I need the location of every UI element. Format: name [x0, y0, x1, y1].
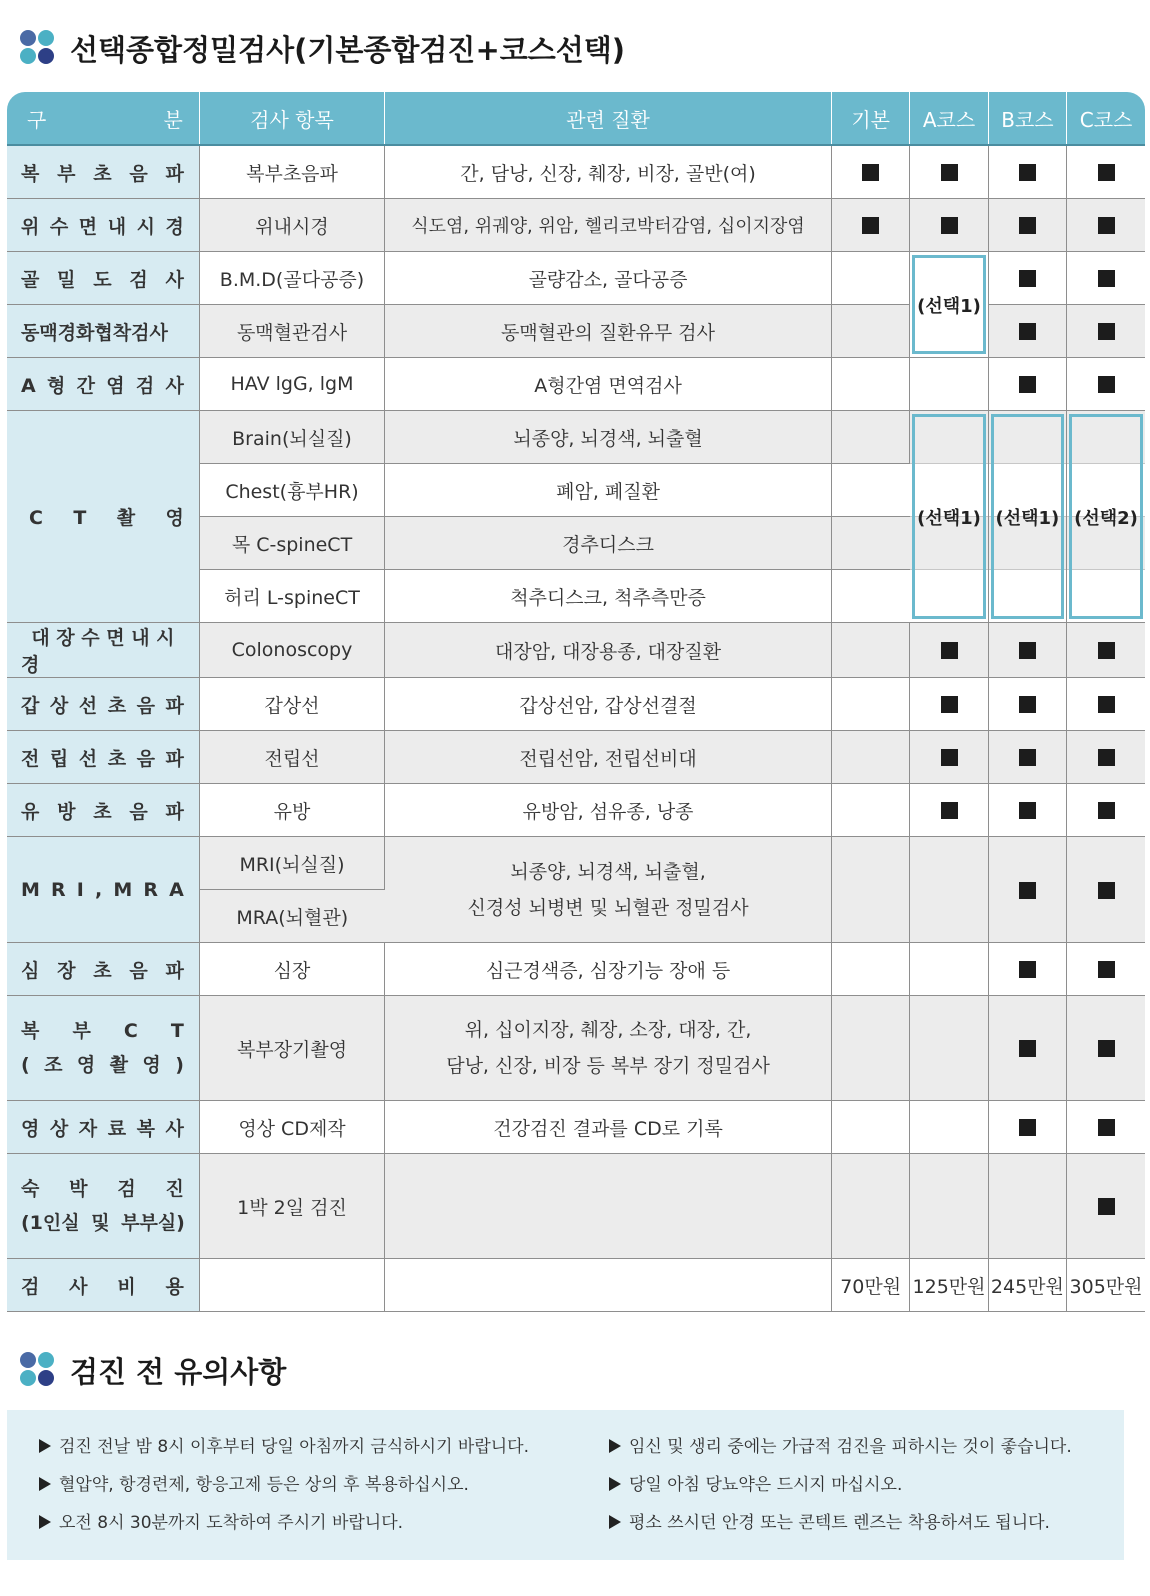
row-disease: 폐암, 폐질환	[385, 464, 832, 517]
row-disease: 경추디스크	[385, 517, 832, 570]
row-category: M R I , M R A	[7, 837, 199, 943]
check-mark	[1019, 696, 1036, 713]
row-category: A 형 간 염 검 사	[7, 358, 199, 411]
table-row	[7, 252, 1145, 305]
row-category-line1: 숙 박 검 진	[21, 1178, 185, 1200]
row-item: 1박 2일 검진	[199, 1154, 384, 1259]
col-basic: 기본	[831, 92, 909, 145]
row-disease: 척추디스크, 척추측만증	[385, 570, 832, 623]
row-disease	[385, 837, 832, 943]
row-category: C T 촬 영	[7, 411, 199, 623]
row-disease: 심근경색증, 심장기능 장애 등	[385, 943, 832, 996]
row-item: MRI(뇌실질)	[199, 837, 384, 890]
check-mark	[1019, 1119, 1036, 1136]
select-box-a-ct: (선택1)	[910, 411, 988, 623]
row-item: Colonoscopy	[199, 623, 384, 678]
row-item: 허리 L-spineCT	[199, 570, 384, 623]
row-disease	[385, 996, 832, 1101]
triangle-bullet-icon	[609, 1439, 621, 1453]
check-mark	[1098, 1040, 1115, 1057]
check-mark	[941, 217, 958, 234]
list-item: 검진 전날 밤 8시 이후부터 당일 아침까지 금식하시기 바랍니다.	[39, 1432, 529, 1470]
price-course-b: 245만원	[988, 1259, 1066, 1312]
row-item: 전립선	[199, 731, 384, 784]
row-disease: 뇌종양, 뇌경색, 뇌출혈	[385, 411, 832, 464]
check-mark	[862, 217, 879, 234]
col-category: 구 분	[7, 92, 199, 145]
row-category: 유 방 초 음 파	[7, 784, 199, 837]
row-disease: 갑상선암, 갑상선결절	[385, 678, 832, 731]
table-row	[7, 411, 1145, 464]
check-mark	[1098, 323, 1115, 340]
check-mark	[1098, 217, 1115, 234]
dots-icon	[20, 1352, 56, 1388]
check-mark	[1098, 1198, 1115, 1215]
triangle-bullet-icon	[609, 1477, 621, 1491]
row-category-line2: ( 조 영 촬 영 )	[21, 1054, 185, 1076]
check-mark	[1098, 270, 1115, 287]
table-row	[7, 199, 1145, 252]
row-disease-line2: 신경성 뇌병변 및 뇌혈관 정밀검사	[467, 896, 749, 919]
row-item: 동맥혈관검사	[199, 305, 384, 358]
check-mark	[1019, 1040, 1036, 1057]
row-item: 위내시경	[199, 199, 384, 252]
row-item: HAV lgG, lgM	[199, 358, 384, 411]
table-row	[7, 837, 1145, 890]
check-mark	[941, 642, 958, 659]
row-disease: 전립선암, 전립선비대	[385, 731, 832, 784]
price-basic: 70만원	[831, 1259, 909, 1312]
row-item: 복부장기촬영	[199, 996, 384, 1101]
row-disease-line1: 뇌종양, 뇌경색, 뇌출혈,	[510, 860, 706, 883]
row-item: 심장	[199, 943, 384, 996]
row-category: 검 사 비 용	[7, 1259, 199, 1312]
row-category	[7, 996, 199, 1101]
table-header	[7, 92, 1145, 145]
check-mark	[941, 749, 958, 766]
col-course-c: C코스	[1067, 92, 1145, 145]
col-course-a: A코스	[910, 92, 988, 145]
col-disease: 관련 질환	[385, 92, 832, 145]
row-category-line1: 복 부 C T	[21, 1020, 185, 1042]
check-mark	[1019, 270, 1036, 287]
table-row	[7, 731, 1145, 784]
row-disease: 골량감소, 골다공증	[385, 252, 832, 305]
table-row	[7, 784, 1145, 837]
list-item: 평소 쓰시던 안경 또는 콘텍트 렌즈는 착용하셔도 됩니다.	[609, 1508, 1072, 1546]
list-item: 혈압약, 항경련제, 항응고제 등은 상의 후 복용하십시오.	[39, 1470, 529, 1508]
row-disease: 유방암, 섬유종, 낭종	[385, 784, 832, 837]
table-row	[7, 1154, 1145, 1259]
dots-icon	[20, 30, 56, 66]
price-course-a: 125만원	[910, 1259, 988, 1312]
row-disease: 간, 담낭, 신장, 췌장, 비장, 골반(여)	[385, 145, 832, 199]
check-mark	[1019, 642, 1036, 659]
select-box-b-ct: (선택1)	[988, 411, 1066, 623]
table-row	[7, 358, 1145, 411]
select-box-a-bmd: (선택1)	[910, 252, 988, 358]
row-disease: 건강검진 결과를 CD로 기록	[385, 1101, 832, 1154]
row-item: 갑상선	[199, 678, 384, 731]
row-disease: 동맥혈관의 질환유무 검사	[385, 305, 832, 358]
list-item: 오전 8시 30분까지 도착하여 주시기 바랍니다.	[39, 1508, 529, 1546]
table-row	[7, 623, 1145, 678]
row-category: 영 상 자 료 복 사	[7, 1101, 199, 1154]
row-disease: 식도염, 위궤양, 위암, 헬리코박터감염, 십이지장염	[385, 199, 832, 252]
row-item: 목 C-spineCT	[199, 517, 384, 570]
check-mark	[1019, 749, 1036, 766]
row-category: 대 장 수 면 내 시 경	[7, 623, 199, 678]
section-title: 검진 전 유의사항	[70, 1354, 287, 1389]
row-category: 전 립 선 초 음 파	[7, 731, 199, 784]
row-category-line2: (1인실 및 부부실)	[21, 1212, 185, 1234]
row-category	[7, 1154, 199, 1259]
row-disease: A형간염 면역검사	[385, 358, 832, 411]
section-heading-course	[20, 28, 625, 68]
select-box-c-ct: (선택2)	[1067, 411, 1145, 623]
row-category: 골 밀 도 검 사	[7, 252, 199, 305]
list-item: 당일 아침 당뇨약은 드시지 마십시오.	[609, 1470, 1072, 1508]
row-category: 위 수 면 내 시 경	[7, 199, 199, 252]
notice-list-right	[609, 1432, 1072, 1546]
triangle-bullet-icon	[609, 1515, 621, 1529]
check-mark	[1098, 882, 1115, 899]
row-disease-line2: 담낭, 신장, 비장 등 복부 장기 정밀검사	[446, 1055, 770, 1077]
table-row-cost	[7, 1259, 1145, 1312]
row-item: 복부초음파	[199, 145, 384, 199]
row-category: 심 장 초 음 파	[7, 943, 199, 996]
row-item: 유방	[199, 784, 384, 837]
triangle-bullet-icon	[39, 1515, 51, 1529]
check-mark	[1019, 217, 1036, 234]
table-row	[7, 678, 1145, 731]
row-item: Chest(흉부HR)	[199, 464, 384, 517]
triangle-bullet-icon	[39, 1477, 51, 1491]
table-row	[7, 1101, 1145, 1154]
row-category: 갑 상 선 초 음 파	[7, 678, 199, 731]
row-disease: 대장암, 대장용종, 대장질환	[385, 623, 832, 678]
table-row	[7, 145, 1145, 199]
notice-box	[7, 1410, 1124, 1560]
table-row	[7, 996, 1145, 1101]
col-course-b: B코스	[988, 92, 1066, 145]
check-mark	[1098, 749, 1115, 766]
row-item: B.M.D(골다공증)	[199, 252, 384, 305]
check-mark	[1098, 164, 1115, 181]
notice-list-left	[39, 1432, 529, 1546]
check-mark	[862, 164, 879, 181]
check-mark	[1098, 802, 1115, 819]
check-mark	[941, 696, 958, 713]
price-course-c: 305만원	[1067, 1259, 1145, 1312]
section-heading-notice	[20, 1350, 286, 1390]
row-category: 복 부 초 음 파	[7, 145, 199, 199]
check-mark	[941, 802, 958, 819]
table-row	[7, 943, 1145, 996]
col-item: 검사 항목	[199, 92, 384, 145]
exam-table	[7, 92, 1145, 1312]
check-mark	[1019, 164, 1036, 181]
check-mark	[1098, 376, 1115, 393]
row-item: Brain(뇌실질)	[199, 411, 384, 464]
row-disease-line1: 위, 십이지장, 췌장, 소장, 대장, 간,	[464, 1019, 752, 1041]
check-mark	[1019, 376, 1036, 393]
triangle-bullet-icon	[39, 1439, 51, 1453]
row-category: 동맥경화협착검사	[7, 305, 199, 358]
check-mark	[1019, 882, 1036, 899]
check-mark	[1098, 696, 1115, 713]
row-item: MRA(뇌혈관)	[199, 890, 384, 943]
check-mark	[1098, 642, 1115, 659]
check-mark	[1019, 802, 1036, 819]
check-mark	[1019, 961, 1036, 978]
check-mark	[1098, 1119, 1115, 1136]
check-mark	[941, 164, 958, 181]
list-item: 임신 및 생리 중에는 가급적 검진을 피하시는 것이 좋습니다.	[609, 1432, 1072, 1470]
check-mark	[1019, 323, 1036, 340]
section-title: 선택종합정밀검사(기본종합검진+코스선택)	[70, 32, 626, 67]
check-mark	[1098, 961, 1115, 978]
row-item: 영상 CD제작	[199, 1101, 384, 1154]
